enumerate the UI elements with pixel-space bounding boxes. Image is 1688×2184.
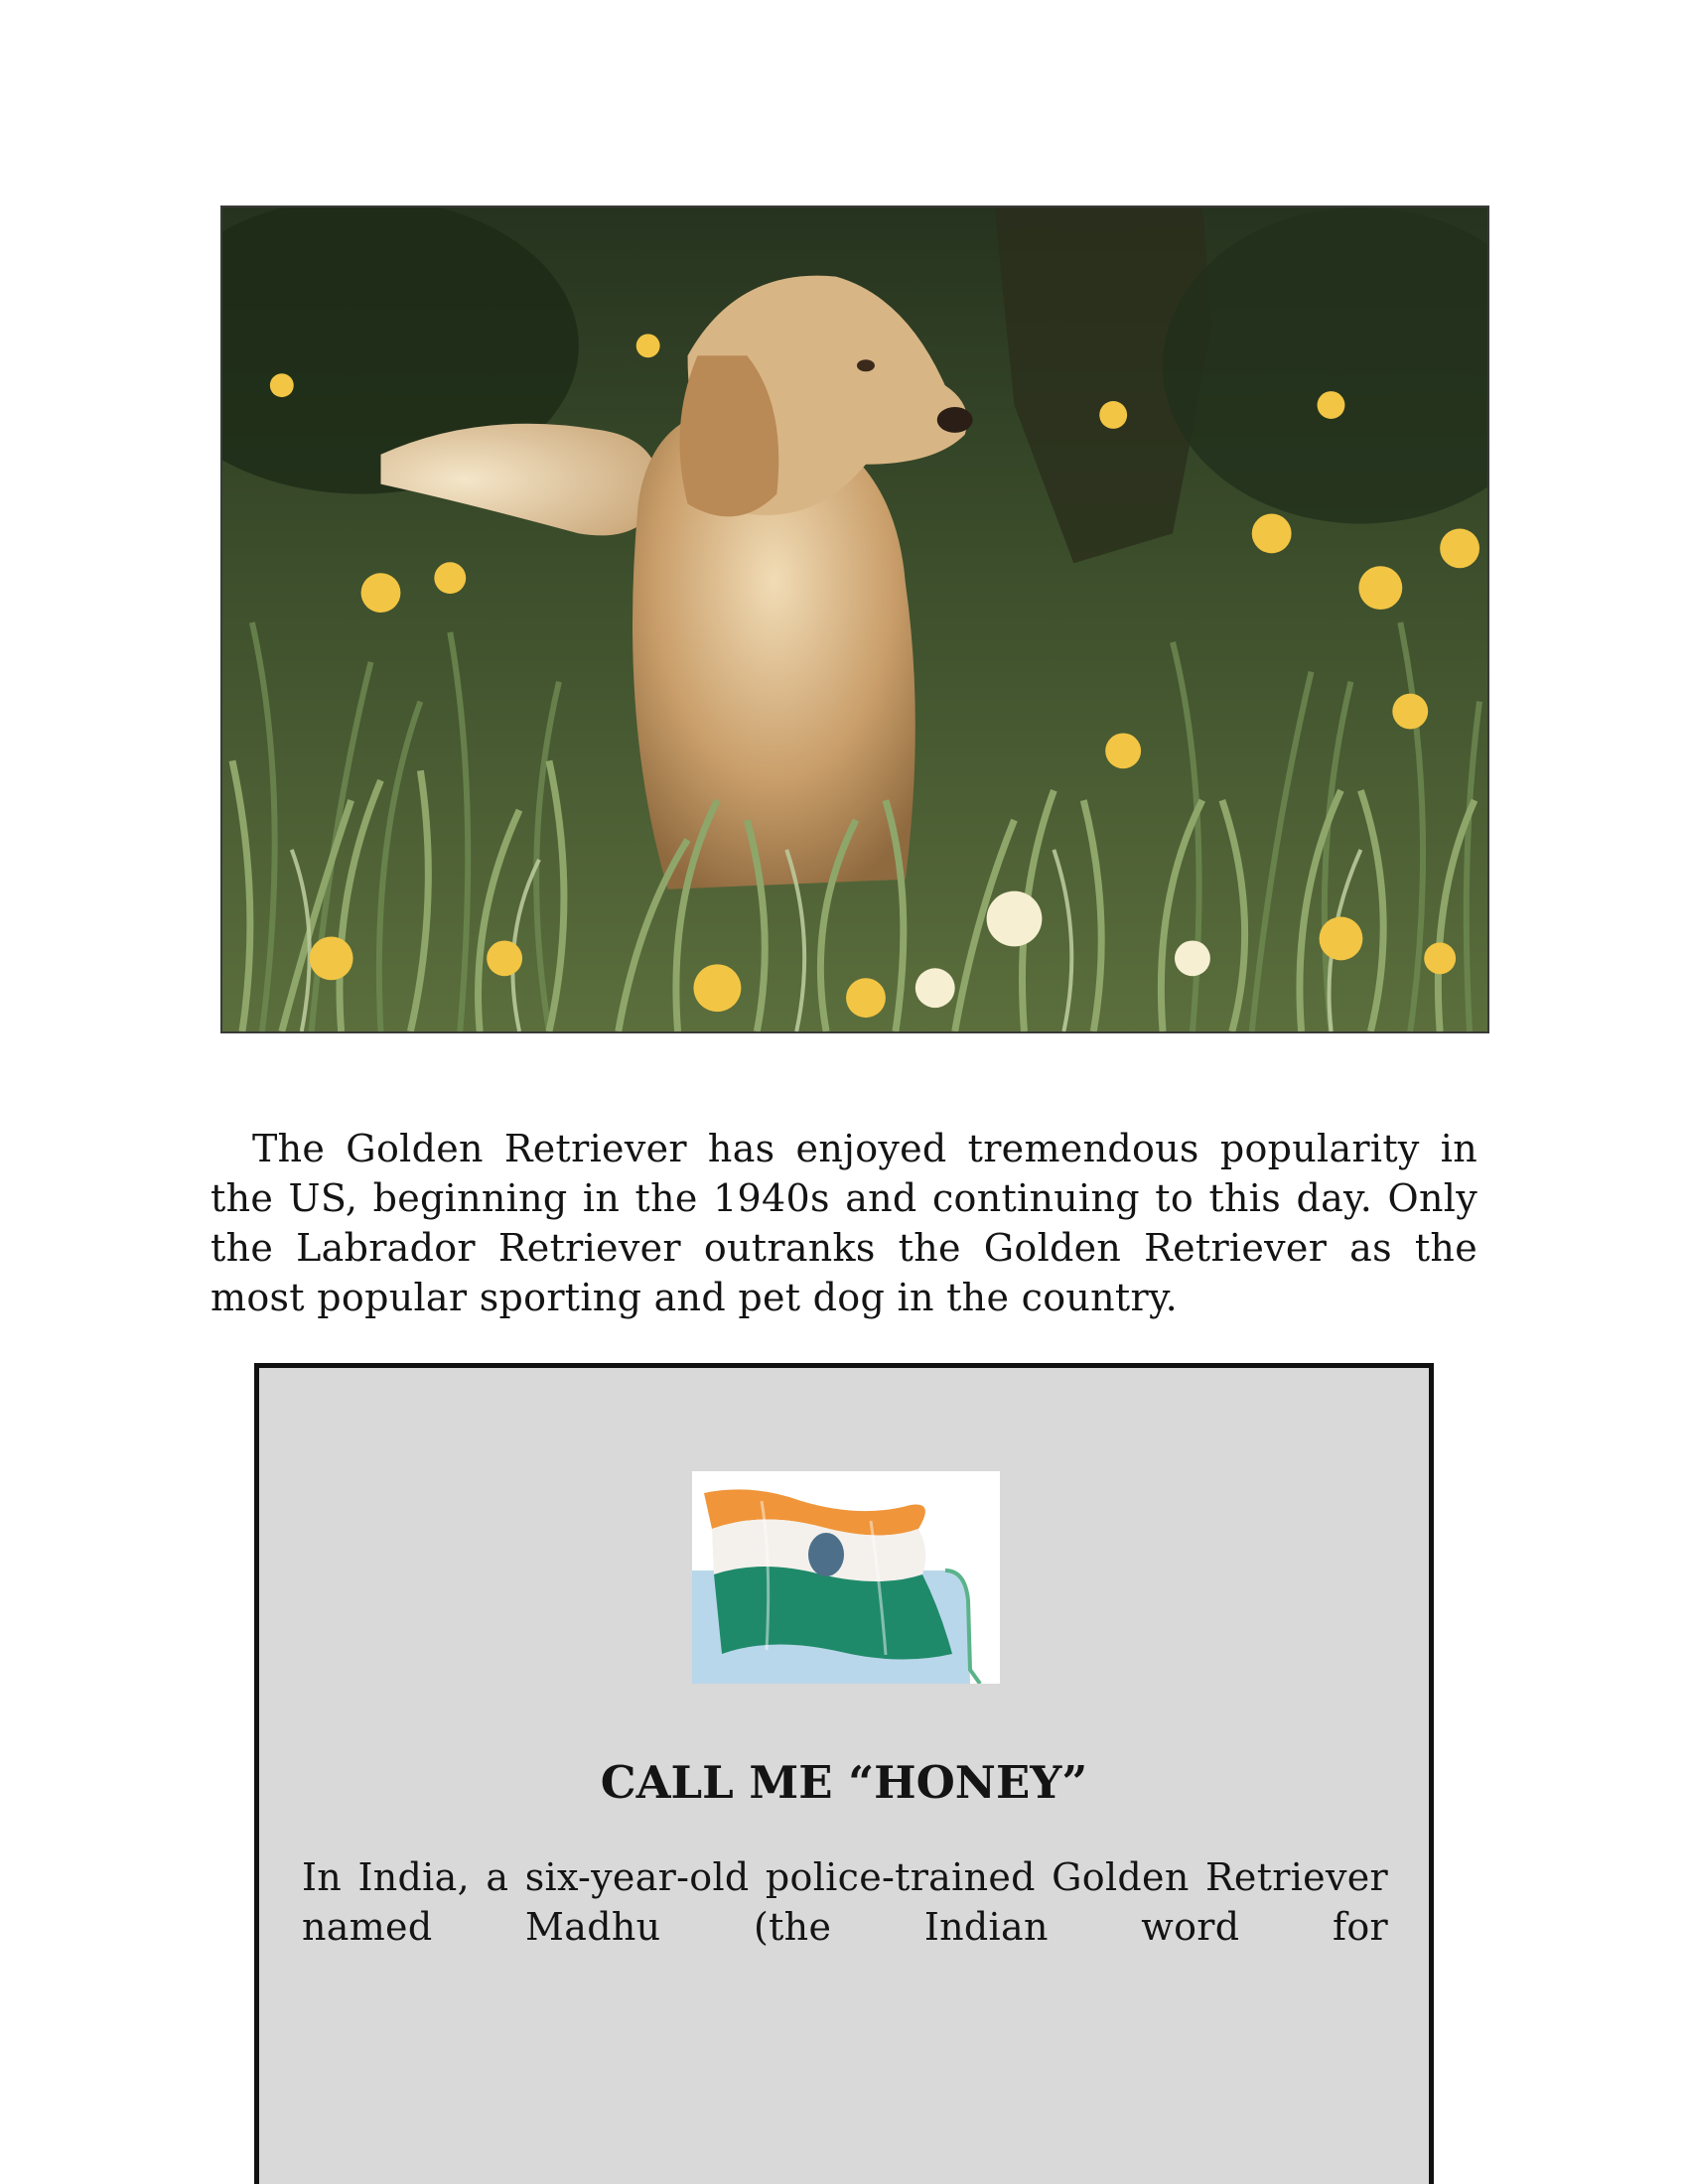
golden-retriever-photo (220, 205, 1489, 1033)
golden-retriever-in-daffodils-image (222, 207, 1487, 1031)
sidebar-title: CALL ME “HONEY” (600, 1756, 1088, 1809)
intro-paragraph: The Golden Retriever has enjoyed tremendous popularity in the US, beginning in the 1940s and continuing to this day. Only the Labrador Retriever outranks the Golden Retriever as the most popular sporting and pet dog in the country. (211, 1127, 1477, 1319)
waving-flag-icon (692, 1471, 1000, 1684)
india-flag-image (692, 1471, 1000, 1684)
sidebar-box (254, 1363, 1434, 2184)
sidebar-body-text: In India, a six-year-old police-trained Golden Retriever named Madhu (the Indian word for (302, 1855, 1388, 1949)
